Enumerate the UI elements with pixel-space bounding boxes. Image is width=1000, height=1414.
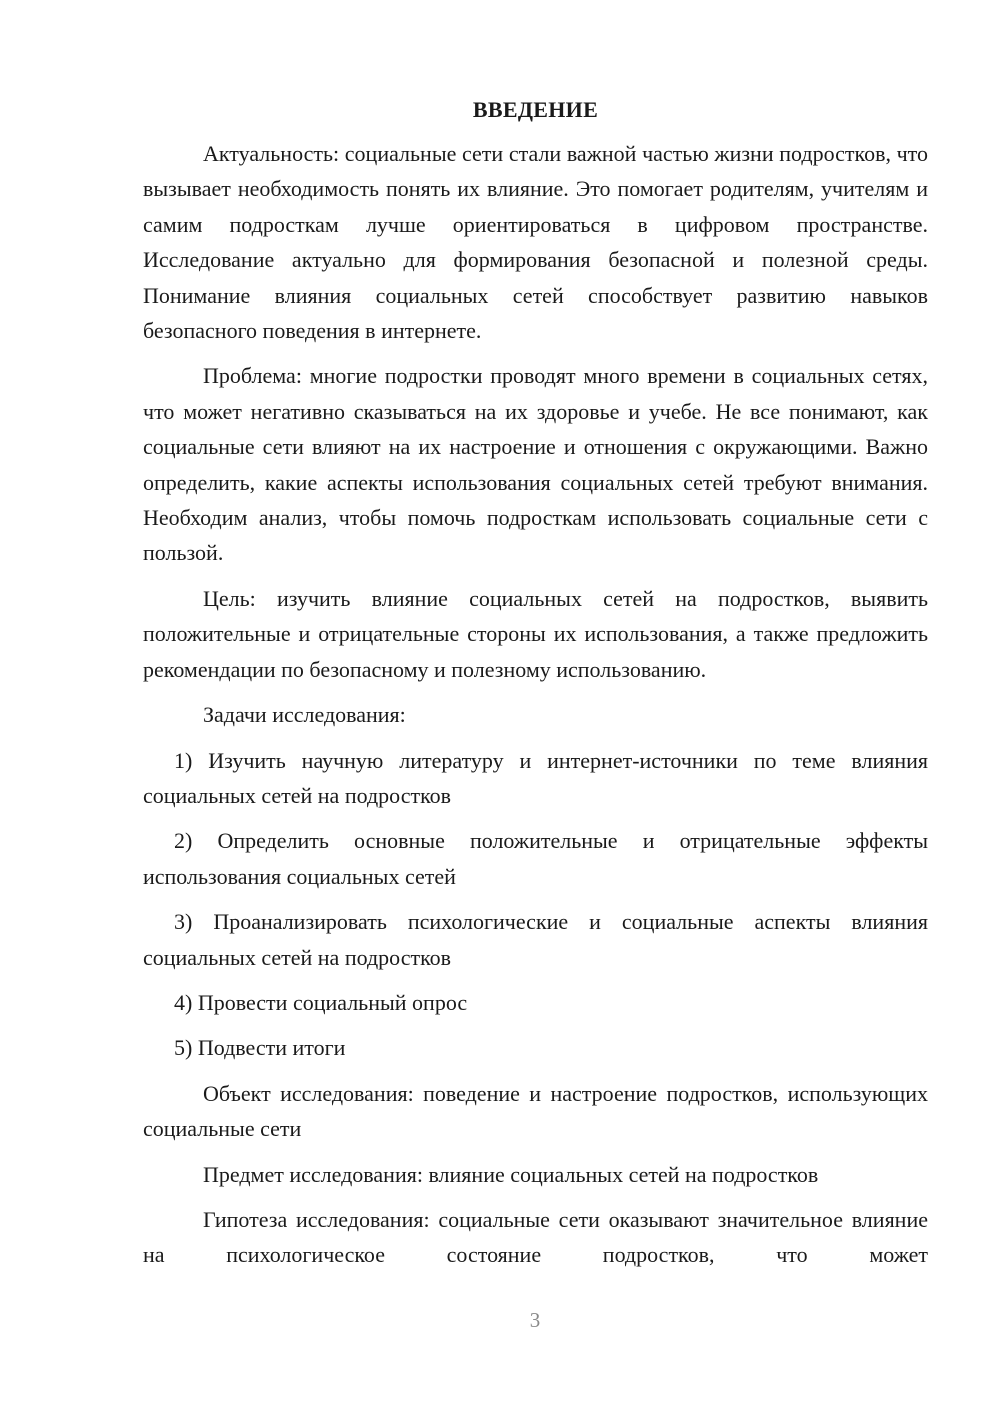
task-item-1: 1) Изучить научную литературу и интернет-источники по теме влияния социальных сетей на подростков [143,747,928,808]
paragraph-relevance: Актуальность: социальные сети стали важной частью жизни подростков, что вызывает необходимость понять их влияние. Это помогает родителям, учителям и самим подросткам лучше ориентироваться в цифровом пространстве. Исследование актуально для формирования безопасной и полезной среды. Понимание влияния социальных сетей способствует развитию навыков безопасного поведения в интернете. [143,141,928,344]
paragraph-goal: Цель: изучить влияние социальных сетей на подростков, выявить положительные и отрицательные стороны их использования, а также предложить рекомендации по безопасному и полезному использованию. [143,585,928,682]
task-item-5: 5) Подвести итоги [174,1035,346,1061]
paragraph-problem: Проблема: многие подростки проводят много времени в социальных сетях, что может негативно сказываться на их здоровье и учебе. Не все понимают, как социальные сети влияют на их настроение и отношения с окружающими. Важно определить, какие аспекты использования социальных сетей требуют внимания. Необходим анализ, чтобы помочь подросткам использовать социальные сети с пользой. [143,363,928,566]
task-item-2: 2) Определить основные положительные и отрицательные эффекты использования социальных сетей [143,828,928,889]
task-item-4: 4) Провести социальный опрос [174,989,468,1015]
paragraph-object: Объект исследования: поведение и настроение подростков, использующих социальные сети [143,1080,928,1142]
document-page [143,92,928,1273]
task-item-3: 3) Проанализировать психологические и социальные аспекты влияния социальных сетей на подростков [143,909,928,970]
page-title: ВВЕДЕНИЕ [472,97,599,122]
paragraph-subject: Предмет исследования: влияние социальных сетей на подростков [203,1161,819,1187]
page-number: 3 [529,1308,541,1332]
paragraph-hypothesis: Гипотеза исследования: социальные сети оказывают значительное влияние на психологическое состояние подростков, что может [143,1206,928,1268]
tasks-heading: Задачи исследования: [203,702,406,728]
